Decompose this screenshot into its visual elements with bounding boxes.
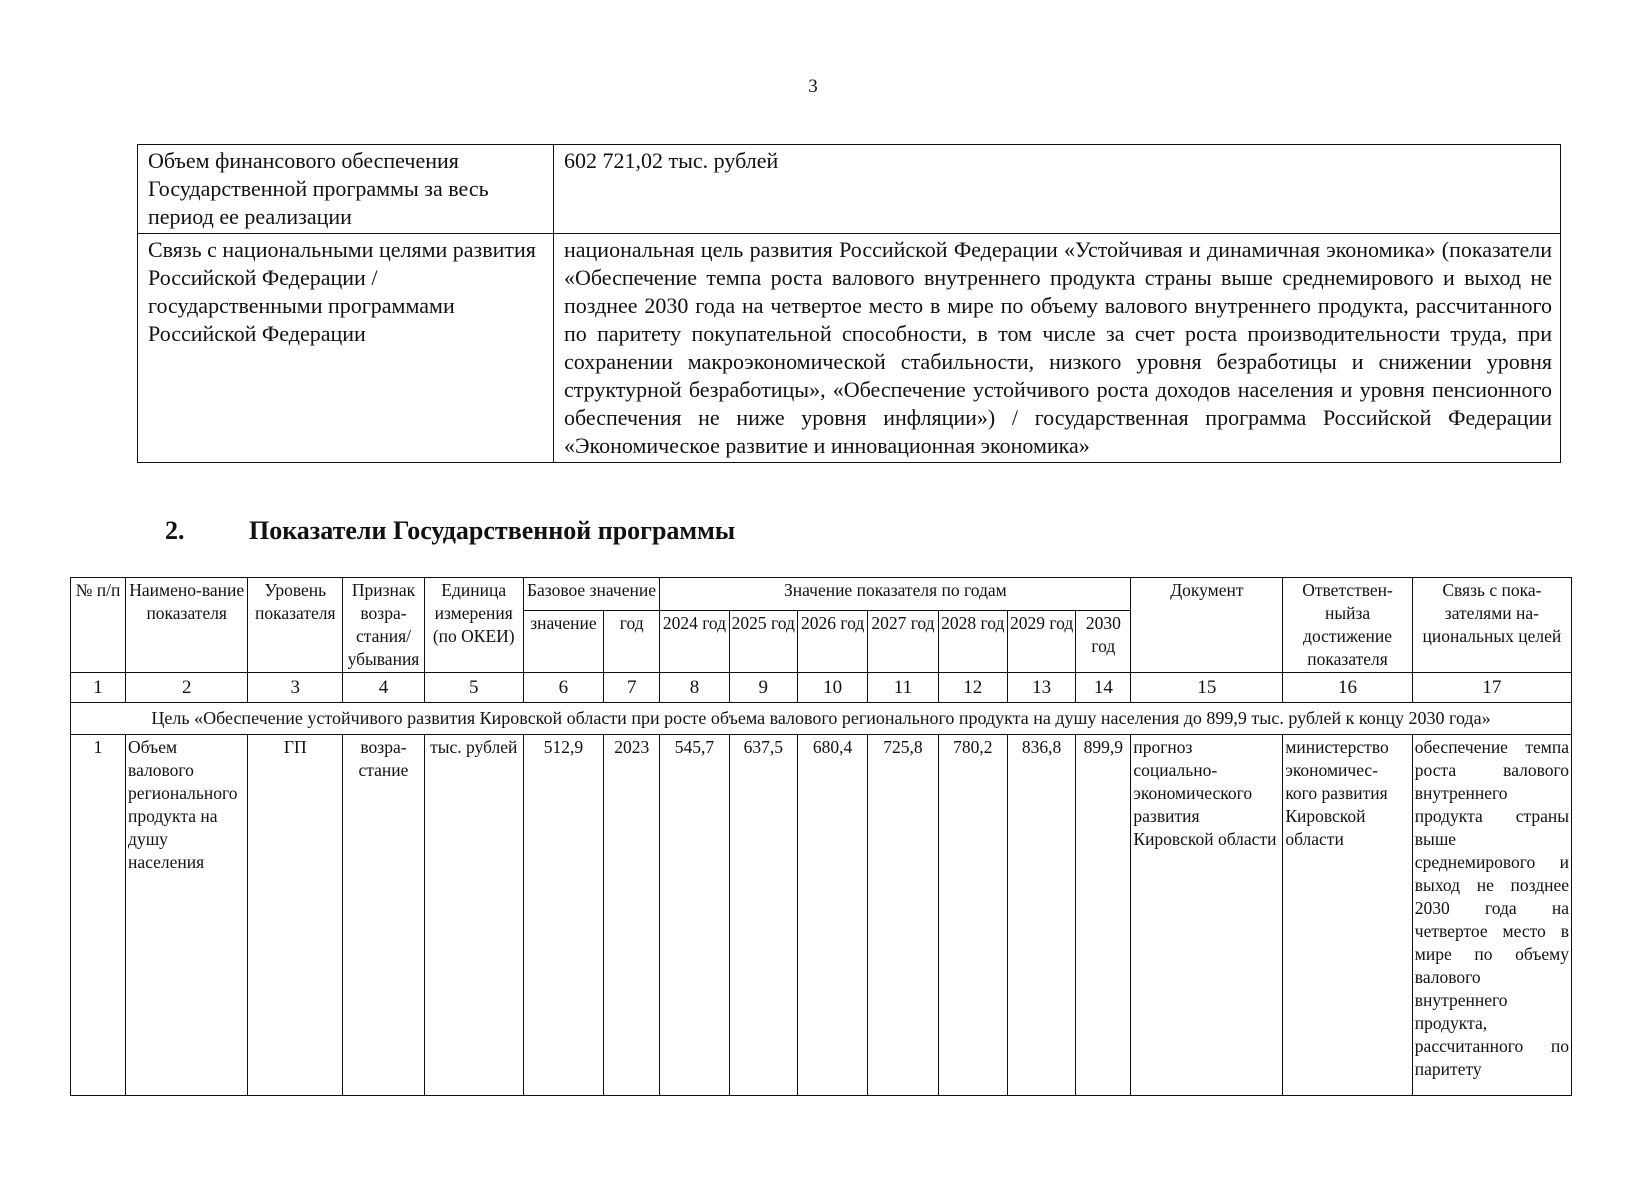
row-value-2024: 545,7 bbox=[660, 735, 729, 1096]
row-value-2026: 680,4 bbox=[797, 735, 867, 1096]
indicators-table bbox=[70, 577, 1572, 1096]
row-num: 1 bbox=[71, 735, 126, 1096]
header-base: Базовое значение bbox=[523, 578, 660, 611]
column-number-row bbox=[71, 673, 1572, 703]
row-document: прогноз социально-экономического развития Кировской области bbox=[1131, 735, 1283, 1096]
header-unit: Единица измерения (по ОКЕИ) bbox=[424, 578, 523, 673]
row-level: ГП bbox=[248, 735, 343, 1096]
row-unit: тыс. рублей bbox=[424, 735, 523, 1096]
header-year: 2025 год bbox=[729, 610, 797, 672]
column-number: 6 bbox=[523, 673, 604, 703]
column-number: 7 bbox=[604, 673, 660, 703]
column-number: 10 bbox=[797, 673, 867, 703]
header-trend: Признак возра-стания/ убывания bbox=[343, 578, 425, 673]
row-trend: возра-стание bbox=[343, 735, 425, 1096]
header-year: 2029 год bbox=[1007, 610, 1075, 672]
goal-text: Цель «Обеспечение устойчивого развития Кировской области при росте объема валового регионального продукта на душу населения до 899,9 тыс. рублей к концу 2030 года» bbox=[71, 703, 1572, 735]
header-document: Документ bbox=[1131, 578, 1283, 673]
row-value-2025: 637,5 bbox=[729, 735, 797, 1096]
header-base-value: значение bbox=[523, 610, 604, 672]
header-year: 2027 год bbox=[868, 610, 938, 672]
header-responsible: Ответствен-ныйза достижение показателя bbox=[1283, 578, 1412, 673]
row-value-2028: 780,2 bbox=[938, 735, 1007, 1096]
section-heading bbox=[165, 516, 735, 546]
passport-row-national-goals bbox=[138, 234, 1561, 463]
header-year: 2028 год bbox=[938, 610, 1007, 672]
page-number: 3 bbox=[808, 76, 818, 97]
passport-label: Связь с национальными целями развития Российской Федерации / государственными программами Российской Федерации bbox=[138, 234, 554, 463]
header-num: № п/п bbox=[71, 578, 126, 673]
column-number: 12 bbox=[938, 673, 1007, 703]
passport-value: национальная цель развития Российской Федерации «Устойчивая и динамичная экономика» (показатели «Обеспечение темпа роста валового внутреннего продукта страны выше среднемирового и выход не позднее 2030 года на четвертое место в мире по объему валового внутреннего продукта, рассчитанного по паритету покупательной способности, в том числе за счет роста производительности труда, при сохранении макроэкономической стабильности, низкого уровня безработицы и снижении уровня структурной безработицы», «Обеспечение устойчивого роста доходов населения и уровня пенсионного обеспечения не ниже уровня инфляции») / государственная программа Российской Федерации «Экономическое развитие и инновационная экономика» bbox=[554, 234, 1561, 463]
column-number: 17 bbox=[1412, 673, 1571, 703]
passport-value: 602 721,02 тыс. рублей bbox=[554, 145, 1561, 234]
header-level: Уровень показателя bbox=[248, 578, 343, 673]
column-number: 1 bbox=[71, 673, 126, 703]
column-number: 13 bbox=[1007, 673, 1075, 703]
passport-table bbox=[137, 144, 1561, 463]
header-base-year: год bbox=[604, 610, 660, 672]
column-number: 11 bbox=[868, 673, 938, 703]
row-base-year: 2023 bbox=[604, 735, 660, 1096]
row-responsible: министерство экономичес-кого развития Кировской области bbox=[1283, 735, 1412, 1096]
section-number: 2. bbox=[165, 516, 185, 545]
row-value-2027: 725,8 bbox=[868, 735, 938, 1096]
header-link: Связь с пока-зателями на-циональных целей bbox=[1412, 578, 1571, 673]
row-base-value: 512,9 bbox=[523, 735, 604, 1096]
row-link: обеспечение темпа роста валового внутреннего продукта страны выше среднемирового и выход не позднее 2030 года на четвертое место в мире по объему валового внутреннего продукта, рассчитанного по паритету bbox=[1412, 735, 1571, 1096]
column-number: 3 bbox=[248, 673, 343, 703]
column-number: 9 bbox=[729, 673, 797, 703]
passport-row-financing bbox=[138, 145, 1561, 234]
column-number: 15 bbox=[1131, 673, 1283, 703]
column-number: 16 bbox=[1283, 673, 1412, 703]
header-year: 2026 год bbox=[797, 610, 867, 672]
row-name: Объем валового регионального продукта на душу населения bbox=[126, 735, 248, 1096]
goal-row bbox=[71, 703, 1572, 735]
row-value-2029: 836,8 bbox=[1007, 735, 1075, 1096]
section-title: Показатели Государственной программы bbox=[249, 516, 736, 545]
header-years-group: Значение показателя по годам bbox=[660, 578, 1131, 611]
column-number: 5 bbox=[424, 673, 523, 703]
header-year: 2024 год bbox=[660, 610, 729, 672]
header-row bbox=[71, 578, 1572, 611]
column-number: 8 bbox=[660, 673, 729, 703]
column-number: 2 bbox=[126, 673, 248, 703]
column-number: 14 bbox=[1076, 673, 1131, 703]
passport-label: Объем финансового обеспечения Государственной программы за весь период ее реализации bbox=[138, 145, 554, 234]
header-name: Наимено-вание показателя bbox=[126, 578, 248, 673]
header-year: 2030 год bbox=[1076, 610, 1131, 672]
table-row bbox=[71, 735, 1572, 1096]
row-value-2030: 899,9 bbox=[1076, 735, 1131, 1096]
column-number: 4 bbox=[343, 673, 425, 703]
